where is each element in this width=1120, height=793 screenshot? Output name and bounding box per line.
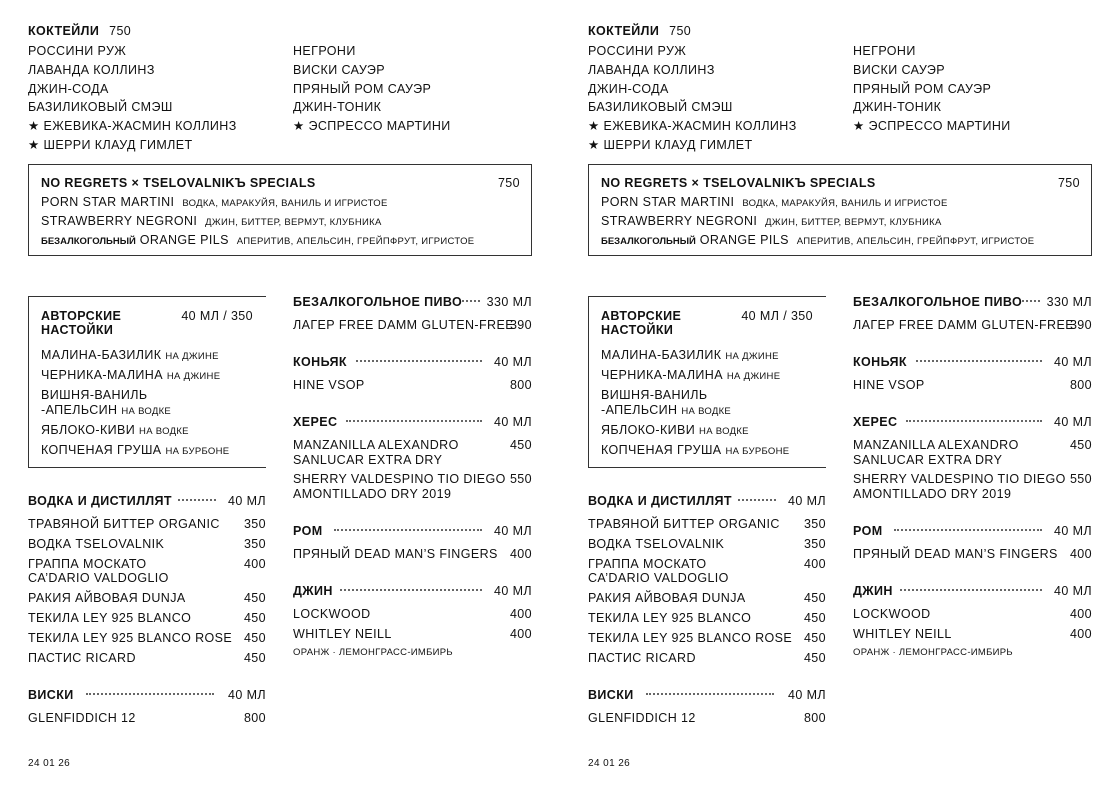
menu-item-name-cont: AMONTILLADO DRY 2019 [293, 487, 452, 501]
specials-item-desc: АПЕРИТИВ, АПЕЛЬСИН, ГРЕЙПФРУТ, ИГРИСТОЕ [236, 236, 475, 247]
section-title: ВОДКА И ДИСТИЛЛЯТ [28, 494, 172, 508]
specials-item-name: ORANGE PILS [139, 233, 229, 247]
menu-date: 24 01 26 [28, 758, 71, 769]
section-title: РОМ [293, 524, 323, 538]
menu-item-price: 350 [803, 517, 826, 531]
menu-item-name-cont: SANLUCAR EXTRA DRY [293, 453, 443, 467]
menu-item-price: 390 [1069, 318, 1092, 332]
cocktail-item: ПРЯНЫЙ РОМ САУЭР [293, 82, 432, 96]
cocktail-item: ВИСКИ САУЭР [853, 63, 946, 77]
section-volume: 40 МЛ [228, 494, 266, 508]
menu-item-name: WHITLEY NEILL [293, 627, 392, 641]
dotted-leader [86, 693, 214, 695]
specials-item [41, 233, 474, 249]
section-volume: 40 МЛ [1054, 355, 1092, 369]
menu-item-price: 550 [509, 472, 532, 486]
menu-item-name: ПАСТИС RICARD [588, 651, 696, 665]
section-volume: 40 МЛ [1054, 415, 1092, 429]
cocktail-item: ЛАВАНДА КОЛЛИНЗ [588, 63, 715, 77]
author-price: 40 МЛ / 350 [181, 309, 253, 323]
menu-item-price: 800 [803, 711, 826, 725]
author-item-name: МАЛИНА-БАЗИЛИК [41, 348, 162, 362]
author-item [41, 443, 229, 459]
author-item-name: ЧЕРНИКА-МАЛИНА [41, 368, 163, 382]
menu-item-name: ВОДКА TSELOVALNIK [28, 537, 165, 551]
cocktail-item: НЕГРОНИ [293, 44, 356, 58]
menu-item-name: SHERRY VALDESPINO TIO DIEGO [293, 472, 506, 486]
menu-item-price: 450 [243, 631, 266, 645]
section-price: 750 [109, 24, 132, 38]
specials-item-name: PORN STAR MARTINI [41, 195, 175, 209]
menu-item-name-cont: SANLUCAR EXTRA DRY [853, 453, 1003, 467]
menu-item-name: WHITLEY NEILL [853, 627, 952, 641]
author-item-name-cont: -АПЕЛЬСИН [41, 403, 118, 417]
section-volume: 330 МЛ [486, 295, 532, 309]
cocktail-item: БАЗИЛИКОВЫЙ СМЭШ [28, 100, 173, 114]
author-item-name: ЯБЛОКО-КИВИ [41, 423, 136, 437]
menu-item-price: 450 [803, 591, 826, 605]
section-title: КОКТЕЙЛИ [588, 24, 660, 38]
section-title: КОНЬЯК [293, 355, 347, 369]
author-item [601, 368, 780, 384]
cocktail-item: НЕГРОНИ [853, 44, 916, 58]
specials-item-name: STRAWBERRY NEGRONI [601, 214, 758, 228]
specials-item [601, 233, 1034, 249]
specials-item-desc: ДЖИН, БИТТЕР, ВЕРМУТ, КЛУБНИКА [205, 217, 382, 228]
menu-item-name: ПРЯНЫЙ DEAD MAN’S FINGERS [293, 547, 498, 561]
section-title: ВОДКА И ДИСТИЛЛЯТ [588, 494, 732, 508]
menu-item-price: 400 [509, 627, 532, 641]
specials-item-desc: ВОДКА, МАРАКУЙЯ, ВАНИЛЬ И ИГРИСТОЕ [182, 198, 388, 209]
menu-item-name-cont: CA’DARIO VALDOGLIO [588, 571, 729, 585]
specials-item-desc: ВОДКА, МАРАКУЙЯ, ВАНИЛЬ И ИГРИСТОЕ [742, 198, 948, 209]
section-title: ХЕРЕС [853, 415, 898, 429]
section-volume: 40 МЛ [494, 355, 532, 369]
specials-item-prefix: БЕЗАЛКОГОЛЬНЫЙ [601, 236, 696, 247]
author-item [41, 423, 189, 439]
dotted-leader [334, 529, 482, 531]
section-volume: 40 МЛ [1054, 584, 1092, 598]
menu-item-name: ТЕКИЛА LEY 925 BLANCO ROSE [588, 631, 793, 645]
cocktail-item: ★ ЭСПРЕССО МАРТИНИ [293, 119, 451, 133]
menu-item-name: ПАСТИС RICARD [28, 651, 136, 665]
author-item-name: ЧЕРНИКА-МАЛИНА [601, 368, 723, 382]
dotted-leader [906, 420, 1042, 422]
cocktail-item: ★ ЕЖЕВИКА-ЖАСМИН КОЛЛИНЗ [28, 119, 237, 133]
author-item-name: КОПЧЕНАЯ ГРУША [41, 443, 162, 457]
author-item [41, 368, 220, 384]
author-item [601, 423, 749, 439]
menu-item-name: HINE VSOP [853, 378, 925, 392]
author-item-note: НА ДЖИНЕ [725, 351, 779, 362]
menu-item-name: ЛАГЕР FREE DAMM GLUTEN-FREE [853, 318, 1074, 332]
dotted-leader [916, 360, 1042, 362]
menu-item-price: 450 [803, 651, 826, 665]
section-title: КОНЬЯК [853, 355, 907, 369]
menu-item-price: 400 [1069, 547, 1092, 561]
cocktail-item: ★ ЭСПРЕССО МАРТИНИ [853, 119, 1011, 133]
menu-item-price: 400 [243, 557, 266, 571]
section-title: ДЖИН [853, 584, 893, 598]
menu-item-price: 400 [509, 547, 532, 561]
menu-item-name: MANZANILLA ALEXANDRO [853, 438, 1019, 452]
author-item-note: НА ДЖИНЕ [165, 351, 219, 362]
specials-item-desc: АПЕРИТИВ, АПЕЛЬСИН, ГРЕЙПФРУТ, ИГРИСТОЕ [796, 236, 1035, 247]
specials-item-name: ORANGE PILS [699, 233, 789, 247]
dotted-leader [356, 360, 482, 362]
specials-item [41, 195, 388, 211]
menu-item-price: 350 [243, 517, 266, 531]
author-item-note: НА ВОДКЕ [121, 406, 172, 417]
menu-item-price: 390 [509, 318, 532, 332]
author-item-note: НА ДЖИНЕ [726, 371, 781, 382]
cocktail-item: ★ ШЕРРИ КЛАУД ГИМЛЕТ [28, 138, 193, 152]
menu-item-name: LOCKWOOD [853, 607, 931, 621]
cocktail-item: РОССИНИ РУЖ [588, 44, 687, 58]
menu-item-name: ПРЯНЫЙ DEAD MAN’S FINGERS [853, 547, 1058, 561]
menu-item-price: 800 [243, 711, 266, 725]
menu-item-name: ТЕКИЛА LEY 925 BLANCO [588, 611, 752, 625]
menu-item-name-cont: CA’DARIO VALDOGLIO [28, 571, 169, 585]
gin-note: ОРАНЖ · ЛЕМОНГРАСС-ИМБИРЬ [853, 647, 1013, 658]
author-item [601, 348, 779, 364]
menu-item-name: GLENFIDDICH 12 [588, 711, 696, 725]
menu-item-price: 400 [1069, 607, 1092, 621]
menu-item-name-cont: AMONTILLADO DRY 2019 [853, 487, 1012, 501]
menu-item-price: 450 [1069, 438, 1092, 452]
section-volume: 40 МЛ [788, 688, 826, 702]
section-volume: 40 МЛ [788, 494, 826, 508]
cocktail-item: ДЖИН-СОДА [588, 82, 669, 96]
specials-price: 750 [1057, 176, 1080, 190]
menu-item-name: HINE VSOP [293, 378, 365, 392]
cocktail-item: ЛАВАНДА КОЛЛИНЗ [28, 63, 155, 77]
cocktail-item: ДЖИН-ТОНИК [293, 100, 382, 114]
menu-date: 24 01 26 [588, 758, 631, 769]
author-item-note: НА ДЖИНЕ [166, 371, 221, 382]
cocktail-item: БАЗИЛИКОВЫЙ СМЭШ [588, 100, 733, 114]
menu-item-price: 350 [803, 537, 826, 551]
specials-item [601, 214, 942, 230]
menu-item-name: РАКИЯ АЙВОВАЯ DUNJA [28, 591, 186, 605]
specials-title: NO REGRETS × TSELOVALNIKЪ SPECIALS [601, 176, 876, 190]
author-title-line1: АВТОРСКИЕ [41, 309, 122, 323]
dotted-leader [894, 529, 1042, 531]
section-title: ВИСКИ [588, 688, 634, 702]
menu-item-price: 800 [509, 378, 532, 392]
dotted-leader [900, 589, 1042, 591]
author-item-name: КОПЧЕНАЯ ГРУША [601, 443, 722, 457]
section-volume: 40 МЛ [1054, 524, 1092, 538]
menu-item-name: ВОДКА TSELOVALNIK [588, 537, 725, 551]
menu-item-price: 450 [803, 611, 826, 625]
author-item [41, 348, 219, 364]
cocktail-item: ВИСКИ САУЭР [293, 63, 386, 77]
author-item-note: НА ВОДКЕ [681, 406, 732, 417]
author-item [41, 403, 171, 419]
cocktails-header [28, 24, 131, 39]
author-item-name: ВИШНЯ-ВАНИЛЬ [601, 388, 708, 402]
section-volume: 40 МЛ [494, 415, 532, 429]
author-item-note: НА БУРБОНЕ [725, 446, 790, 457]
author-item-name: МАЛИНА-БАЗИЛИК [601, 348, 722, 362]
section-title: ХЕРЕС [293, 415, 338, 429]
section-title: КОКТЕЙЛИ [28, 24, 100, 38]
specials-item-prefix: БЕЗАЛКОГОЛЬНЫЙ [41, 236, 136, 247]
menu-page-right [560, 0, 1120, 793]
specials-item-name: PORN STAR MARTINI [601, 195, 735, 209]
cocktail-item: ★ ШЕРРИ КЛАУД ГИМЛЕТ [588, 138, 753, 152]
menu-item-name: LOCKWOOD [293, 607, 371, 621]
author-item-name-cont: -АПЕЛЬСИН [601, 403, 678, 417]
specials-item [601, 195, 948, 211]
specials-price: 750 [497, 176, 520, 190]
section-title: РОМ [853, 524, 883, 538]
menu-item-name: ТРАВЯНОЙ БИТТЕР ORGANIC [588, 517, 780, 531]
section-title: ДЖИН [293, 584, 333, 598]
author-title-line2: НАСТОЙКИ [41, 323, 114, 337]
menu-item-price: 450 [243, 591, 266, 605]
specials-item-name: STRAWBERRY NEGRONI [41, 214, 198, 228]
author-item-note: НА БУРБОНЕ [165, 446, 230, 457]
menu-item-price: 800 [1069, 378, 1092, 392]
menu-item-name: MANZANILLA ALEXANDRO [293, 438, 459, 452]
author-item-name: ВИШНЯ-ВАНИЛЬ [41, 388, 148, 402]
menu-item-price: 400 [509, 607, 532, 621]
cocktail-item: РОССИНИ РУЖ [28, 44, 127, 58]
section-title: ВИСКИ [28, 688, 74, 702]
menu-item-name: SHERRY VALDESPINO TIO DIEGO [853, 472, 1066, 486]
dotted-leader [646, 693, 774, 695]
section-volume: 40 МЛ [494, 524, 532, 538]
menu-item-price: 400 [803, 557, 826, 571]
menu-item-price: 450 [803, 631, 826, 645]
dotted-leader [346, 420, 482, 422]
menu-item-price: 550 [1069, 472, 1092, 486]
menu-item-name: РАКИЯ АЙВОВАЯ DUNJA [588, 591, 746, 605]
menu-item-name: ТРАВЯНОЙ БИТТЕР ORGANIC [28, 517, 220, 531]
specials-item-desc: ДЖИН, БИТТЕР, ВЕРМУТ, КЛУБНИКА [765, 217, 942, 228]
menu-item-price: 450 [509, 438, 532, 452]
menu-item-name: ГРАППА МОСКАТО [28, 557, 147, 571]
author-title-line2: НАСТОЙКИ [601, 323, 674, 337]
section-price: 750 [669, 24, 692, 38]
author-item [601, 443, 789, 459]
cocktail-item: ДЖИН-СОДА [28, 82, 109, 96]
menu-item-price: 350 [243, 537, 266, 551]
menu-item-name: ТЕКИЛА LEY 925 BLANCO ROSE [28, 631, 233, 645]
author-item-note: НА ВОДКЕ [139, 426, 189, 437]
menu-item-price: 450 [243, 611, 266, 625]
author-price: 40 МЛ / 350 [741, 309, 813, 323]
cocktail-item: ★ ЕЖЕВИКА-ЖАСМИН КОЛЛИНЗ [588, 119, 797, 133]
menu-item-name: ТЕКИЛА LEY 925 BLANCO [28, 611, 192, 625]
author-item [601, 403, 731, 419]
menu-item-price: 400 [1069, 627, 1092, 641]
menu-item-price: 450 [243, 651, 266, 665]
author-title-line1: АВТОРСКИЕ [601, 309, 682, 323]
section-title: БЕЗАЛКОГОЛЬНОЕ ПИВО [293, 295, 463, 309]
section-volume: 40 МЛ [494, 584, 532, 598]
menu-item-name: GLENFIDDICH 12 [28, 711, 136, 725]
menu-item-name: ГРАППА МОСКАТО [588, 557, 707, 571]
author-item-name: ЯБЛОКО-КИВИ [601, 423, 696, 437]
specials-title: NO REGRETS × TSELOVALNIKЪ SPECIALS [41, 176, 316, 190]
cocktail-item: ПРЯНЫЙ РОМ САУЭР [853, 82, 992, 96]
gin-note: ОРАНЖ · ЛЕМОНГРАСС-ИМБИРЬ [293, 647, 453, 658]
section-volume: 330 МЛ [1046, 295, 1092, 309]
menu-item-name: ЛАГЕР FREE DAMM GLUTEN-FREE [293, 318, 514, 332]
author-item-note: НА ВОДКЕ [699, 426, 749, 437]
section-volume: 40 МЛ [228, 688, 266, 702]
section-title: БЕЗАЛКОГОЛЬНОЕ ПИВО [853, 295, 1023, 309]
specials-item [41, 214, 382, 230]
dotted-leader [340, 589, 482, 591]
cocktails-header [588, 24, 691, 39]
cocktail-item: ДЖИН-ТОНИК [853, 100, 942, 114]
